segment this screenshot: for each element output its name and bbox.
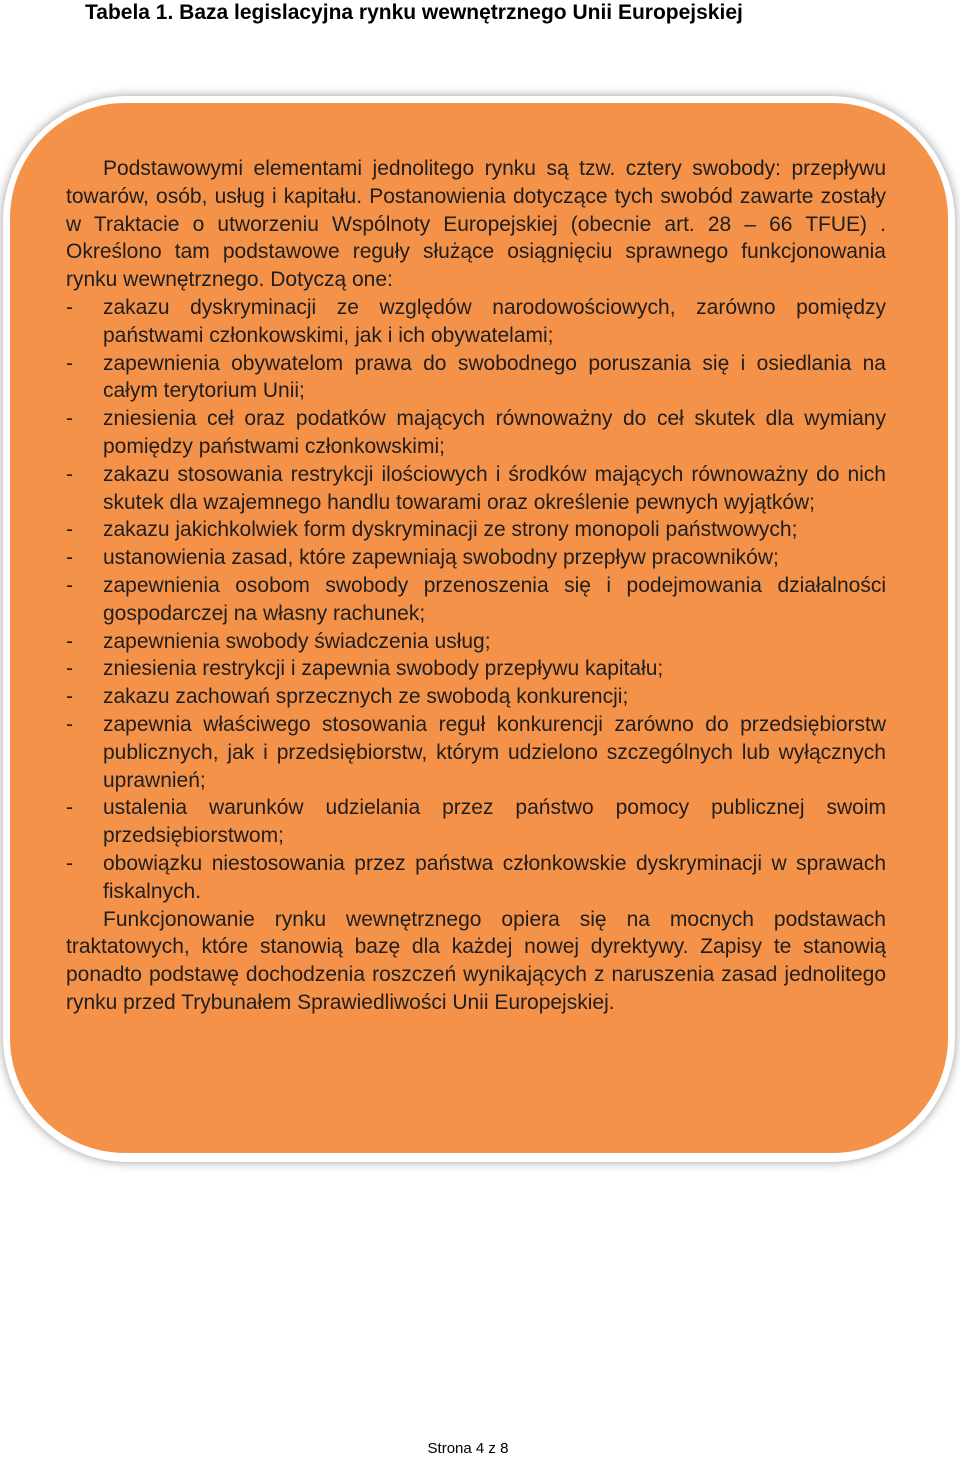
list-item (66, 628, 886, 656)
list-dash: - (66, 685, 73, 709)
rules-list (66, 294, 886, 906)
list-item-text: ustanowienia zasad, które zapewniają swobodny przepływ pracowników; (103, 546, 779, 570)
list-item (66, 794, 886, 850)
list-item-text: zapewnienia osobom swobody przenoszenia się i podejmowania działalności gospodarczej na własny rachunek; (103, 573, 886, 625)
list-item (66, 544, 886, 572)
list-item-text: zakazu zachowań sprzecznych ze swobodą konkurencji; (103, 685, 629, 709)
list-dash: - (66, 407, 73, 431)
page-title: Tabela 1. Baza legislacyjna rynku wewnętrznego Unii Europejskiej (85, 1, 743, 24)
list-dash: - (66, 573, 73, 597)
list-item (66, 294, 886, 350)
list-dash: - (66, 295, 73, 319)
list-item (66, 516, 886, 544)
page-footer: Strona 4 z 8 (427, 1440, 509, 1457)
list-item (66, 850, 886, 906)
list-dash: - (66, 518, 73, 542)
list-item (66, 711, 886, 794)
list-item-text: zakazu jakichkolwiek form dyskryminacji ze strony monopoli państwowych; (103, 518, 798, 542)
list-item-text: zapewnienia obywatelom prawa do swobodnego poruszania się i osiedlania na całym terytorium Unii; (103, 351, 886, 403)
list-dash: - (66, 657, 73, 681)
content-box-text (66, 155, 886, 1017)
list-dash: - (66, 629, 73, 653)
list-dash: - (66, 351, 73, 375)
list-dash: - (66, 851, 73, 875)
list-item (66, 405, 886, 461)
list-item-text: zakazu stosowania restrykcji ilościowych i środków mających równoważny do nich skutek dla wzajemnego handlu towarami oraz określenie pewnych wyjątków; (103, 462, 886, 514)
list-item (66, 461, 886, 517)
intro-paragraph: Podstawowymi elementami jednolitego rynku są tzw. cztery swobody: przepływu towarów, osób, usług i kapitału. Postanowienia dotyczące tych swobód zawarte zostały w Traktacie o utworzeniu Wspólnoty Europejskiej (obecnie art. 28 – 66 TFUE) . Określono tam podstawowe reguły służące osiągnięciu sprawnego funkcjonowania rynku wewnętrznego. Dotyczą one: (66, 157, 886, 292)
list-dash: - (66, 546, 73, 570)
list-item-text: zniesienia restrykcji i zapewnia swobody przepływu kapitału; (103, 657, 664, 681)
list-item-text: zapewnienia swobody świadczenia usług; (103, 629, 491, 653)
closing-paragraph: Funkcjonowanie rynku wewnętrznego opiera się na mocnych podstawach traktatowych, które stanowią bazę dla każdej nowej dyrektywy. Zapisy te stanowią ponadto podstawę dochodzenia roszczeń wynikających z naruszenia zasad jednolitego rynku przed Trybunałem Sprawiedliwości Unii Europejskiej. (66, 907, 886, 1014)
list-dash: - (66, 712, 73, 736)
list-item-text: obowiązku niestosowania przez państwa członkowskie dyskryminacji w sprawach fiskalnych. (103, 851, 886, 903)
list-item (66, 350, 886, 406)
list-dash: - (66, 796, 73, 820)
list-item-text: zapewnia właściwego stosowania reguł konkurencji zarówno do przedsiębiorstw publicznych, jak i przedsiębiorstw, którym udzielono szczególnych lub wyłącznych uprawnień; (103, 712, 886, 792)
list-item-text: zakazu dyskryminacji ze względów narodowościowych, zarówno pomiędzy państwami członkowskimi, jak i ich obywatelami; (103, 295, 886, 347)
list-item-text: zniesienia ceł oraz podatków mających równoważny do ceł skutek dla wymiany pomiędzy państwami członkowskimi; (103, 407, 886, 458)
list-item-text: ustalenia warunków udzielania przez państwo pomocy publicznej swoim przedsiębiorstwom; (103, 796, 886, 848)
list-item (66, 655, 886, 683)
list-item (66, 683, 886, 711)
list-item (66, 572, 886, 628)
list-dash: - (66, 462, 73, 486)
